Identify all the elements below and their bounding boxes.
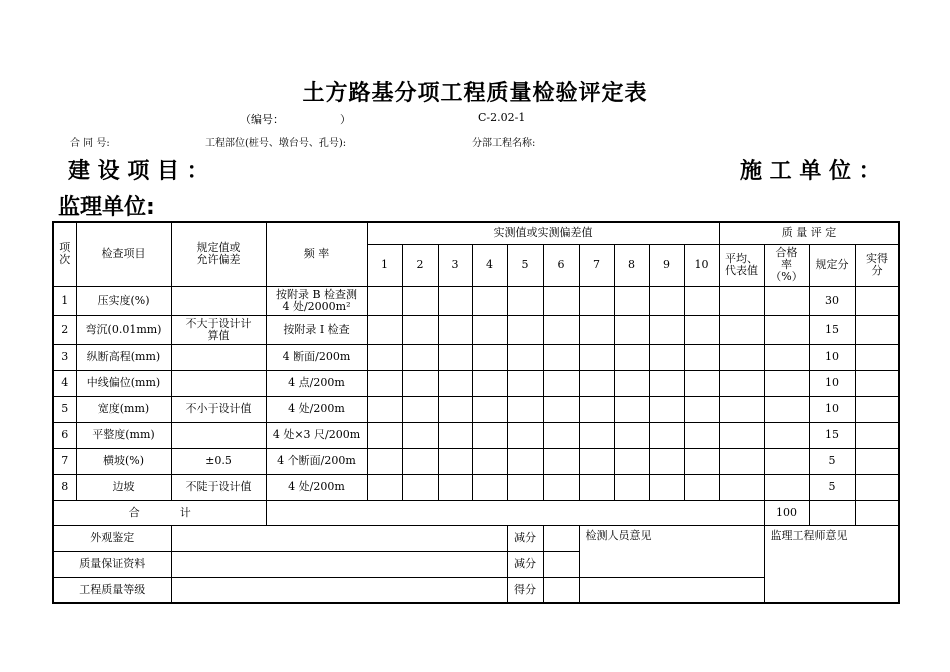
header-item: 检查项目 (76, 222, 171, 286)
col-10: 10 (684, 244, 719, 286)
row-avg[interactable] (719, 448, 764, 474)
row-score: 10 (809, 344, 855, 370)
measured-cell[interactable] (507, 370, 543, 396)
measured-cell[interactable] (543, 315, 579, 344)
header-score: 规定分 (809, 244, 855, 286)
table-row (53, 315, 899, 344)
row-no: 3 (53, 344, 76, 370)
row-item: 边坡 (76, 474, 171, 500)
row-item: 平整度(mm) (76, 422, 171, 448)
measured-cell[interactable] (507, 344, 543, 370)
measured-cell[interactable] (402, 370, 438, 396)
measured-cell[interactable] (684, 344, 719, 370)
row-spec (171, 344, 266, 370)
measured-cell[interactable] (649, 396, 684, 422)
col-4: 4 (472, 244, 507, 286)
measured-cell[interactable] (438, 448, 472, 474)
quality-docs-value[interactable] (171, 551, 507, 577)
inspector-opinion[interactable]: 检测人员意见 (579, 525, 764, 577)
row-no: 4 (53, 370, 76, 396)
row-spec: 不陡于设计值 (171, 474, 266, 500)
row-score: 10 (809, 396, 855, 422)
deduct-label-2: 减分 (507, 551, 543, 577)
header-no: 项次 (53, 222, 76, 286)
gain-label: 得分 (507, 577, 543, 603)
code-label: （编号： (240, 113, 284, 126)
measured-cell[interactable] (579, 448, 614, 474)
header-freq: 频 率 (266, 222, 367, 286)
measured-cell[interactable] (507, 286, 543, 315)
row-pass-rate[interactable] (764, 286, 809, 315)
measured-cell[interactable] (684, 422, 719, 448)
measured-cell[interactable] (684, 448, 719, 474)
page-title: 土方路基分项工程质量检验评定表 (302, 81, 648, 106)
deduct-value-1[interactable] (543, 525, 579, 551)
header-avg: 平均、代表值 (719, 244, 764, 286)
row-item: 纵断高程(mm) (76, 344, 171, 370)
measured-cell[interactable] (367, 396, 402, 422)
row-spec: 不大于设计计 算值 (171, 315, 266, 344)
row-freq: 4 处×3 尺/200m (266, 422, 367, 448)
row-avg[interactable] (719, 286, 764, 315)
measured-cell[interactable] (438, 396, 472, 422)
measured-cell[interactable] (579, 315, 614, 344)
measured-cell[interactable] (614, 396, 649, 422)
inspector-opinion-body[interactable] (579, 577, 764, 603)
measured-cell[interactable] (367, 315, 402, 344)
row-avg[interactable] (719, 422, 764, 448)
measured-cell[interactable] (614, 448, 649, 474)
row-avg[interactable] (719, 474, 764, 500)
row-spec (171, 370, 266, 396)
row-freq: 4 点/200m (266, 370, 367, 396)
measured-cell[interactable] (649, 286, 684, 315)
header-quality: 质 量 评 定 (719, 222, 899, 244)
measured-cell[interactable] (367, 370, 402, 396)
table-row (53, 370, 899, 396)
inspection-table (52, 221, 900, 604)
measured-cell[interactable] (684, 474, 719, 500)
measured-cell[interactable] (472, 448, 507, 474)
measured-cell[interactable] (614, 370, 649, 396)
col-3: 3 (438, 244, 472, 286)
measured-cell[interactable] (402, 474, 438, 500)
total-label: 合 计 (53, 500, 266, 525)
measured-cell[interactable] (649, 315, 684, 344)
col-1: 1 (367, 244, 402, 286)
appearance-label: 外观鉴定 (53, 525, 171, 551)
total-blank[interactable] (266, 500, 764, 525)
header-actual: 实得分 (855, 244, 899, 286)
measured-cell[interactable] (472, 474, 507, 500)
table-row (53, 448, 899, 474)
row-item: 宽度(mm) (76, 396, 171, 422)
measured-cell[interactable] (614, 315, 649, 344)
quality-docs-label: 质量保证资料 (53, 551, 171, 577)
measured-cell[interactable] (402, 344, 438, 370)
measured-cell[interactable] (543, 286, 579, 315)
supervisor-label: 监理单位: (58, 195, 155, 220)
measured-cell[interactable] (579, 474, 614, 500)
location-label: 工程部位(桩号、墩台号、孔号): (205, 138, 347, 149)
measured-cell[interactable] (543, 474, 579, 500)
row-avg[interactable] (719, 396, 764, 422)
measured-cell[interactable] (438, 344, 472, 370)
row-pass-rate[interactable] (764, 448, 809, 474)
measured-cell[interactable] (649, 370, 684, 396)
row-pass-rate[interactable] (764, 422, 809, 448)
row-pass-rate[interactable] (764, 370, 809, 396)
row-actual[interactable] (855, 344, 899, 370)
table-row (53, 286, 899, 315)
measured-cell[interactable] (367, 474, 402, 500)
row-no: 2 (53, 315, 76, 344)
measured-cell[interactable] (543, 370, 579, 396)
header-measured: 实测值或实测偏差值 (367, 222, 719, 244)
row-item: 弯沉(0.01mm) (76, 315, 171, 344)
row-actual[interactable] (855, 422, 899, 448)
measured-cell[interactable] (614, 344, 649, 370)
measured-cell[interactable] (543, 422, 579, 448)
row-actual[interactable] (855, 370, 899, 396)
row-no: 1 (53, 286, 76, 315)
row-pass-rate[interactable] (764, 344, 809, 370)
row-freq: 4 处/200m (266, 474, 367, 500)
col-8: 8 (614, 244, 649, 286)
col-6: 6 (543, 244, 579, 286)
row-spec: ±0.5 (171, 448, 266, 474)
measured-cell[interactable] (543, 448, 579, 474)
measured-cell[interactable] (579, 286, 614, 315)
grade-label: 工程质量等级 (53, 577, 171, 603)
row-item: 压实度(%) (76, 286, 171, 315)
measured-cell[interactable] (472, 344, 507, 370)
row-score: 10 (809, 370, 855, 396)
row-freq: 4 个断面/200m (266, 448, 367, 474)
col-5: 5 (507, 244, 543, 286)
row-no: 6 (53, 422, 76, 448)
contract-label: 合 同 号: (70, 138, 110, 149)
measured-cell[interactable] (402, 315, 438, 344)
code-close: ） (340, 113, 351, 126)
row-pass-rate[interactable] (764, 474, 809, 500)
header-pass-rate: 合格 率 （%） (764, 244, 809, 286)
row-spec: 不小于设计值 (171, 396, 266, 422)
measured-cell[interactable] (684, 396, 719, 422)
measured-cell[interactable] (579, 344, 614, 370)
contractor-label: 施 工 单 位 ： (740, 159, 881, 184)
row-score: 15 (809, 315, 855, 344)
measured-cell[interactable] (614, 474, 649, 500)
measured-cell[interactable] (684, 370, 719, 396)
row-spec (171, 422, 266, 448)
row-spec (171, 286, 266, 315)
grade-value[interactable] (171, 577, 507, 603)
row-actual[interactable] (855, 448, 899, 474)
deduct-value-2[interactable] (543, 551, 579, 577)
measured-cell[interactable] (472, 315, 507, 344)
measured-cell[interactable] (402, 396, 438, 422)
table-row (53, 422, 899, 448)
engineer-opinion[interactable]: 监理工程师意见 (764, 525, 899, 603)
subproject-label: 分部工程名称: (472, 138, 536, 149)
measured-cell[interactable] (649, 448, 684, 474)
measured-cell[interactable] (402, 286, 438, 315)
measured-cell[interactable] (472, 286, 507, 315)
row-avg[interactable] (719, 315, 764, 344)
row-no: 5 (53, 396, 76, 422)
measured-cell[interactable] (579, 422, 614, 448)
row-item: 横坡(%) (76, 448, 171, 474)
row-freq: 按附录 I 检查 (266, 315, 367, 344)
measured-cell[interactable] (507, 448, 543, 474)
measured-cell[interactable] (367, 448, 402, 474)
measured-cell[interactable] (402, 422, 438, 448)
measured-cell[interactable] (367, 422, 402, 448)
measured-cell[interactable] (684, 315, 719, 344)
col-7: 7 (579, 244, 614, 286)
col-2: 2 (402, 244, 438, 286)
row-freq: 4 处/200m (266, 396, 367, 422)
row-score: 15 (809, 422, 855, 448)
measured-cell[interactable] (438, 315, 472, 344)
row-pass-rate[interactable] (764, 315, 809, 344)
measured-cell[interactable] (579, 370, 614, 396)
row-pass-rate[interactable] (764, 396, 809, 422)
row-score: 30 (809, 286, 855, 315)
measured-cell[interactable] (438, 370, 472, 396)
row-item: 中线偏位(mm) (76, 370, 171, 396)
total-actual[interactable] (809, 500, 855, 525)
col-9: 9 (649, 244, 684, 286)
gain-value[interactable] (543, 577, 579, 603)
measured-cell[interactable] (614, 422, 649, 448)
table-row (53, 344, 899, 370)
measured-cell[interactable] (507, 315, 543, 344)
measured-cell[interactable] (649, 344, 684, 370)
row-score: 5 (809, 474, 855, 500)
row-avg[interactable] (719, 370, 764, 396)
form-code: C-2.02-1 (478, 111, 526, 124)
row-actual[interactable] (855, 474, 899, 500)
measured-cell[interactable] (614, 286, 649, 315)
project-label: 建 设 项 目 ： (68, 159, 209, 184)
deduct-label-1: 减分 (507, 525, 543, 551)
measured-cell[interactable] (507, 422, 543, 448)
measured-cell[interactable] (367, 344, 402, 370)
measured-cell[interactable] (472, 422, 507, 448)
measured-cell[interactable] (438, 286, 472, 315)
measured-cell[interactable] (649, 474, 684, 500)
measured-cell[interactable] (543, 344, 579, 370)
appearance-value[interactable] (171, 525, 507, 551)
table-row (53, 474, 899, 500)
total-score: 100 (764, 500, 809, 525)
measured-cell[interactable] (543, 396, 579, 422)
row-score: 5 (809, 448, 855, 474)
measured-cell[interactable] (507, 396, 543, 422)
measured-cell[interactable] (684, 286, 719, 315)
row-avg[interactable] (719, 344, 764, 370)
row-freq: 4 断面/200m (266, 344, 367, 370)
measured-cell[interactable] (402, 448, 438, 474)
row-no: 7 (53, 448, 76, 474)
measured-cell[interactable] (438, 474, 472, 500)
row-freq: 按附录 B 检查测 4 处/2000m² (266, 286, 367, 315)
measured-cell[interactable] (507, 474, 543, 500)
row-actual[interactable] (855, 396, 899, 422)
table-row (53, 396, 899, 422)
measured-cell[interactable] (472, 396, 507, 422)
row-actual[interactable] (855, 315, 899, 344)
measured-cell[interactable] (579, 396, 614, 422)
measured-cell[interactable] (438, 422, 472, 448)
row-actual[interactable] (855, 286, 899, 315)
measured-cell[interactable] (472, 370, 507, 396)
measured-cell[interactable] (367, 286, 402, 315)
row-no: 8 (53, 474, 76, 500)
measured-cell[interactable] (649, 422, 684, 448)
header-spec: 规定值或允许偏差 (171, 222, 266, 286)
